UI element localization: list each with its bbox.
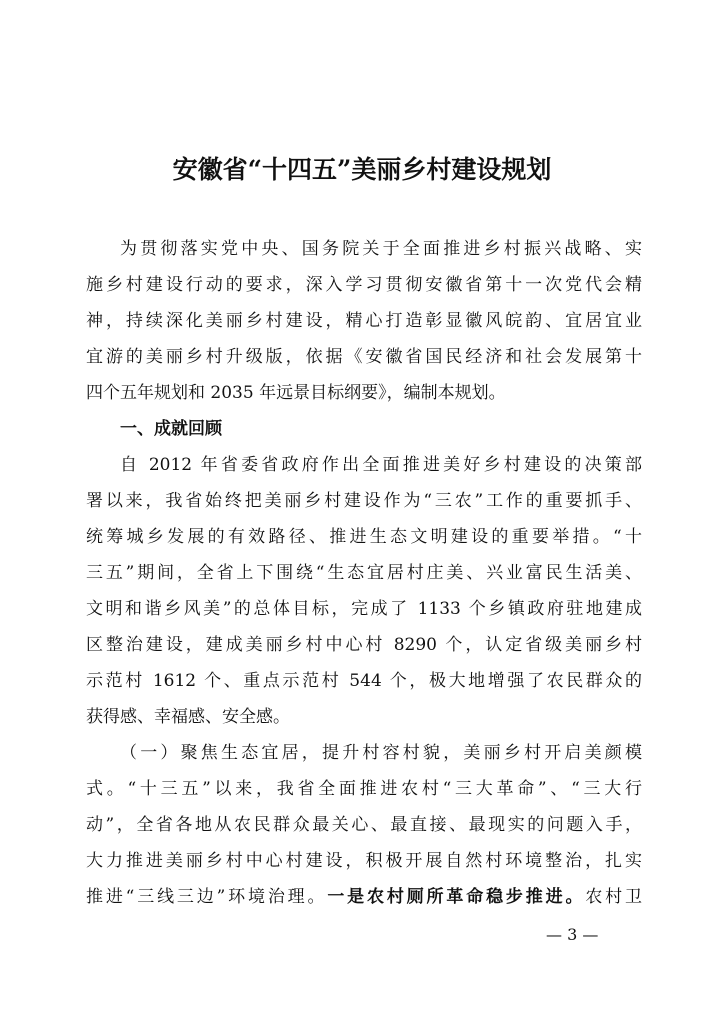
paragraph-line: 文明和谐乡风美”的总体目标，完成了 1133 个乡镇政府驻地建成 [86, 599, 642, 619]
line-text: 推进“三线三边”环境治理。 [86, 887, 328, 907]
document-body [86, 231, 642, 915]
paragraph-line: 动”，全省各地从农民群众最关心、最直接、最现实的问题入手， [86, 815, 642, 835]
paragraph-line: 三五”期间，全省上下围绕“生态宜居村庄美、兴业富民生活美、 [86, 563, 642, 583]
paragraph-line: 区整治建设，建成美丽乡村中心村 8290 个，认定省级美丽乡村 [86, 635, 642, 655]
paragraph-line: 大力推进美丽乡村中心村建设，积极开展自然村环境整治，扎实 [86, 851, 642, 871]
paragraph-line: 四个五年规划和 2035 年远景目标纲要》，编制本规划。 [86, 383, 506, 403]
paragraph-line: （一）聚焦生态宜居，提升村容村貌，美丽乡村开启美颜模 [120, 743, 642, 763]
paragraph-line: 示范村 1612 个、重点示范村 544 个，极大地增强了农民群众的 [86, 671, 642, 691]
section-heading: 一、成就回顾 [120, 419, 222, 439]
paragraph-line: 自 2012 年省委省政府作出全面推进美好乡村建设的决策部 [120, 455, 642, 475]
line-text: 农村卫 [585, 887, 642, 907]
document-title: 安徽省“十四五”美丽乡村建设规划 [172, 155, 552, 184]
paragraph-line: 为贯彻落实党中央、国务院关于全面推进乡村振兴战略、实 [120, 239, 642, 259]
paragraph-line: 署以来，我省始终把美丽乡村建设作为“三农”工作的重要抓手、 [86, 491, 642, 511]
paragraph-line: 神，持续深化美丽乡村建设，精心打造彰显徽风皖韵、宜居宜业 [86, 311, 642, 331]
paragraph-line: 统筹城乡发展的有效路径、推进生态文明建设的重要举措。“十 [86, 527, 642, 547]
page-number: — 3 — [546, 925, 599, 944]
bold-line-text: 一是农村厕所革命稳步推进。 [327, 887, 586, 907]
paragraph-line: 宜游的美丽乡村升级版，依据《安徽省国民经济和社会发展第十 [86, 347, 642, 367]
paragraph-line: 获得感、幸福感、安全感。 [86, 707, 290, 727]
paragraph-line: 施乡村建设行动的要求，深入学习贯彻安徽省第十一次党代会精 [86, 275, 642, 295]
paragraph-line-mixed [86, 879, 642, 915]
paragraph-line: 式。“十三五”以来，我省全面推进农村“三大革命”、“三大行 [86, 779, 642, 799]
